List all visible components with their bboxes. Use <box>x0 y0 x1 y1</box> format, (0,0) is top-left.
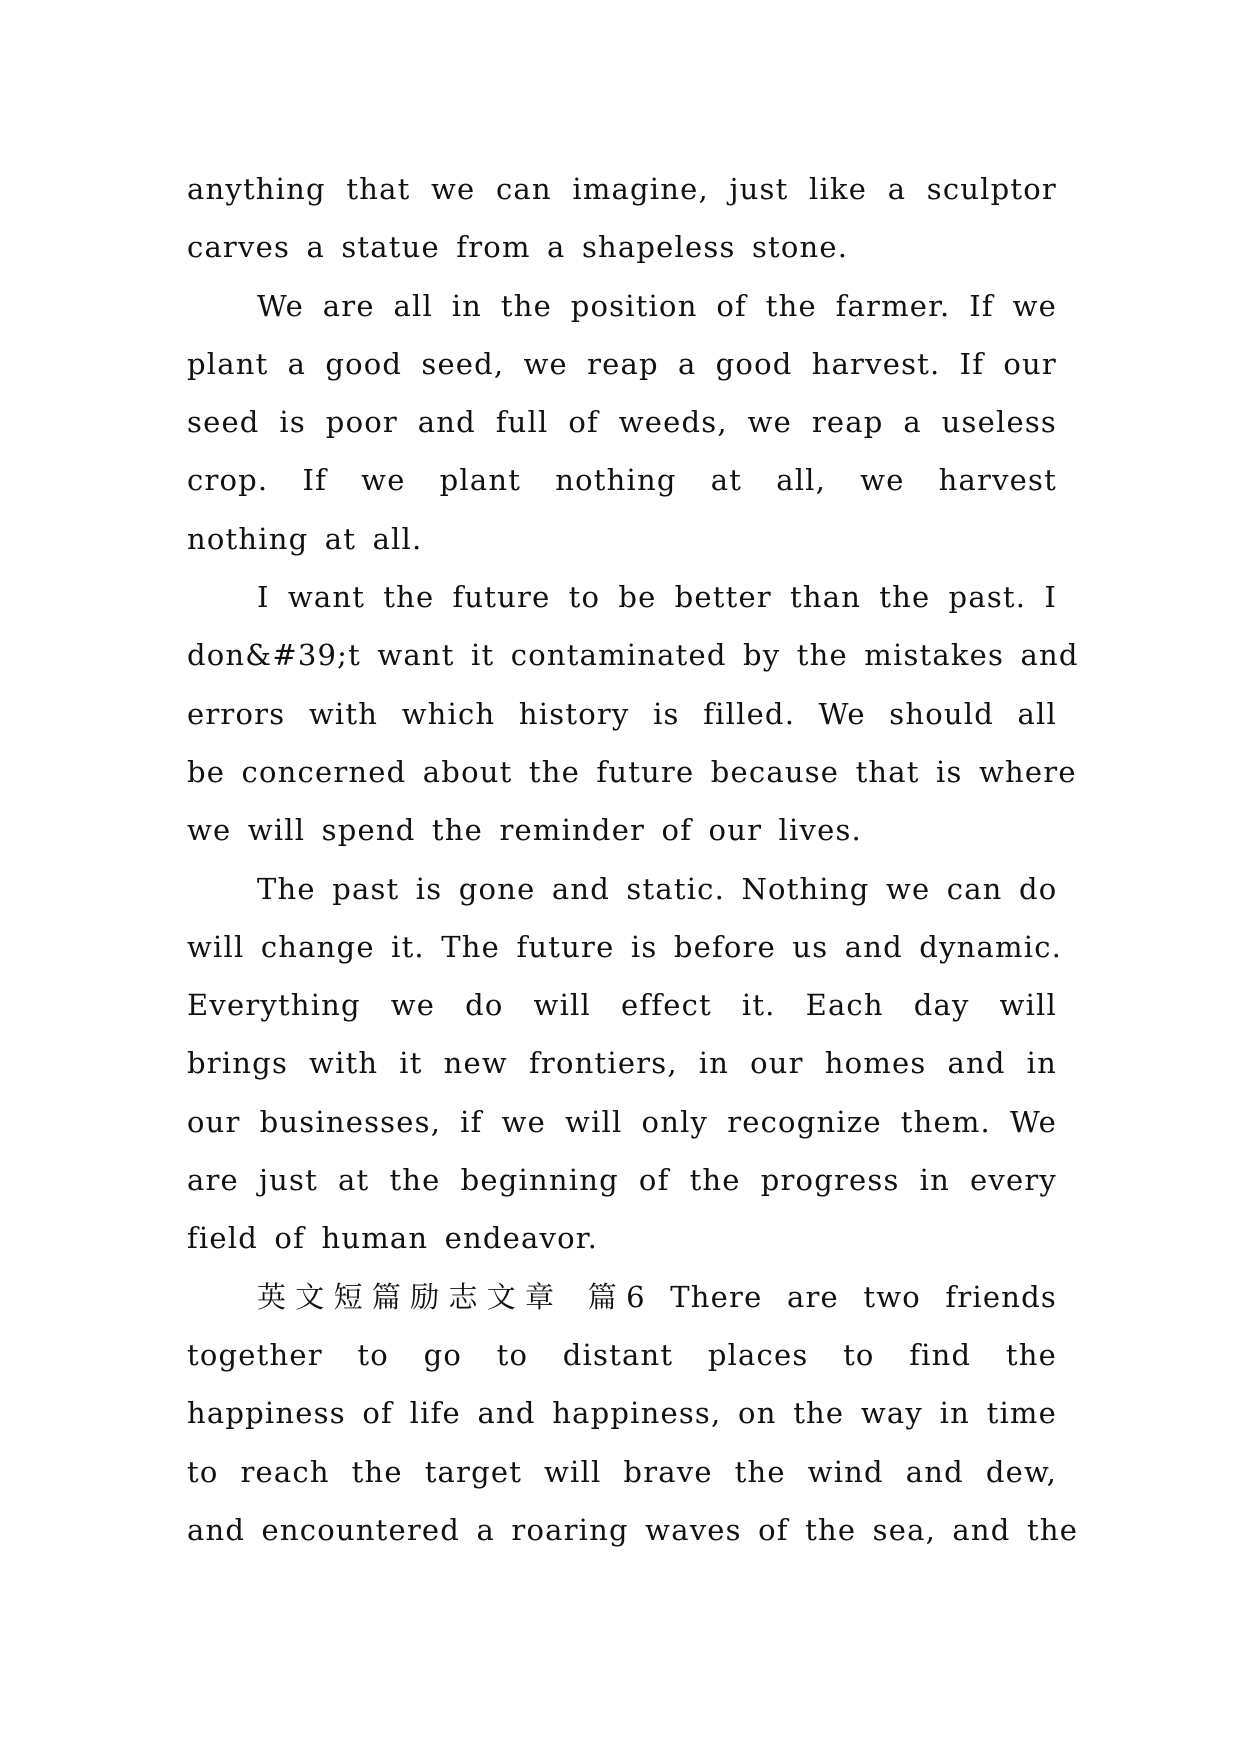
text-line: we will spend the reminder of our lives. <box>187 813 862 848</box>
text-line: and encountered a roaring waves of the sea, and the <box>187 1512 1079 1547</box>
document-body <box>187 160 1079 1559</box>
paragraph-start-line: I want the future to be better than the past. I <box>257 580 1057 615</box>
section-heading-line: 英文短篇励志文章 篇6 There are two friends <box>257 1279 1057 1314</box>
text-line: happiness of life and happiness, on the way in time <box>187 1396 1057 1431</box>
text-line: are just at the beginning of the progress in every <box>187 1163 1057 1198</box>
paragraph-start-line: The past is gone and static. Nothing we can do <box>257 871 1058 906</box>
paragraph-start-line: We are all in the position of the farmer. If we <box>257 288 1057 323</box>
text-line: anything that we can imagine, just like a sculptor <box>187 172 1057 206</box>
text-line: seed is poor and full of weeds, we reap a useless <box>187 405 1057 440</box>
text-line: field of human endeavor. <box>187 1221 599 1256</box>
text-line: brings with it new frontiers, in our homes and in <box>187 1046 1057 1081</box>
text-line: don&#39;t want it contaminated by the mistakes and <box>187 638 1079 673</box>
text-line: carves a statue from a shapeless stone. <box>187 230 849 265</box>
text-line: our businesses, if we will only recognize them. We <box>187 1104 1057 1139</box>
text-line: will change it. The future is before us and dynamic. <box>187 929 1063 964</box>
text-line: nothing at all. <box>187 521 423 556</box>
text-line: to reach the target will brave the wind and dew, <box>187 1454 1057 1489</box>
text-line: Everything we do will effect it. Each day will <box>187 988 1057 1023</box>
text-line: errors with which history is filled. We should all <box>187 696 1057 731</box>
text-line: crop. If we plant nothing at all, we harvest <box>187 463 1057 498</box>
text-line: together to go to distant places to find the <box>187 1337 1057 1372</box>
text-line: plant a good seed, we reap a good harvest. If our <box>187 346 1057 381</box>
text-line: be concerned about the future because that is where <box>187 754 1077 789</box>
